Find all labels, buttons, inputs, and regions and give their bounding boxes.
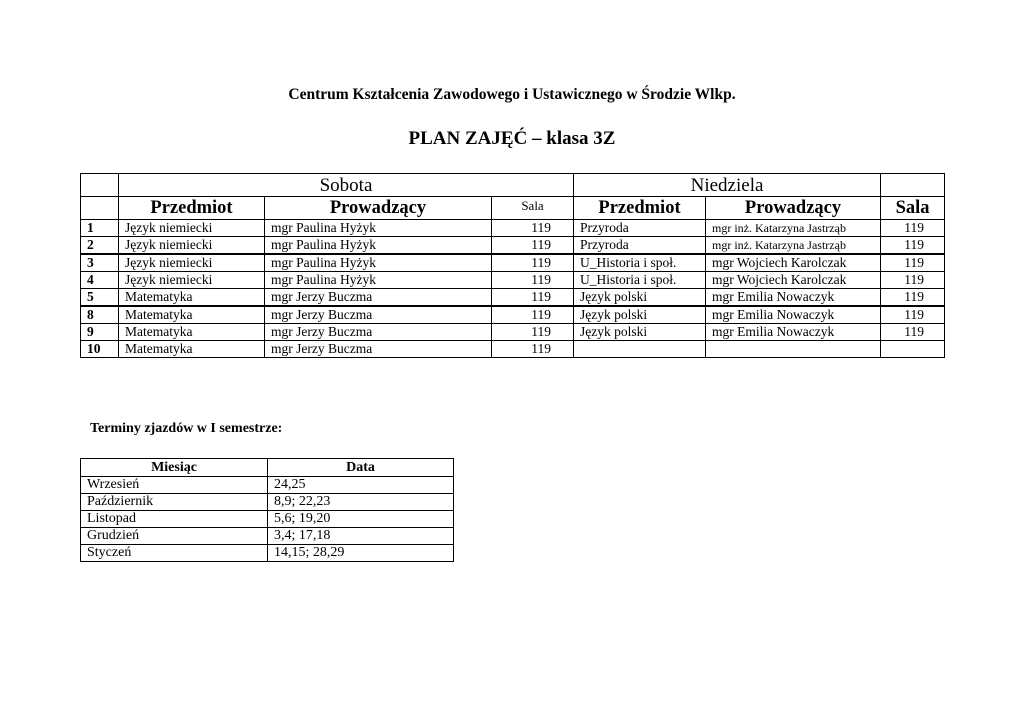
sat-room-header: Sala <box>492 197 574 220</box>
schedule-row <box>81 254 945 272</box>
sat-teacher-header: Prowadzący <box>265 197 492 220</box>
num-cell: 8 <box>81 306 119 324</box>
num-header <box>81 197 119 220</box>
terms-header-row <box>81 459 454 477</box>
sat-room-cell: 119 <box>492 272 574 289</box>
schedule-body <box>81 220 945 358</box>
num-cell: 5 <box>81 289 119 307</box>
num-cell: 2 <box>81 237 119 255</box>
terms-row <box>81 494 454 511</box>
sat-room-cell: 119 <box>492 237 574 255</box>
sat-teacher-cell: mgr Jerzy Buczma <box>265 324 492 341</box>
sat-teacher-cell: mgr Jerzy Buczma <box>265 306 492 324</box>
sat-teacher-cell: mgr Paulina Hyżyk <box>265 272 492 289</box>
sun-subject-cell: Język polski <box>574 289 706 307</box>
day-header-row <box>81 174 945 197</box>
schedule-table <box>80 173 945 358</box>
date-header: Data <box>268 459 454 477</box>
sun-subject-header: Przedmiot <box>574 197 706 220</box>
terms-table <box>80 458 454 562</box>
sun-room-cell: 119 <box>881 306 945 324</box>
sun-subject-cell: U_Historia i społ. <box>574 254 706 272</box>
schedule-row <box>81 324 945 341</box>
sun-teacher-cell: mgr Wojciech Karolczak <box>706 254 881 272</box>
sat-subject-header: Przedmiot <box>119 197 265 220</box>
month-cell: Październik <box>81 494 268 511</box>
sun-room-cell: 119 <box>881 254 945 272</box>
schedule-row <box>81 237 945 255</box>
sat-room-cell: 119 <box>492 324 574 341</box>
saturday-label: Sobota <box>119 174 574 197</box>
sun-subject-cell: Przyroda <box>574 237 706 255</box>
date-cell: 8,9; 22,23 <box>268 494 454 511</box>
sun-subject-cell <box>574 341 706 358</box>
sat-subject-cell: Matematyka <box>119 289 265 307</box>
sun-teacher-cell <box>706 341 881 358</box>
sun-subject-cell: Język polski <box>574 324 706 341</box>
sun-teacher-cell: mgr Wojciech Karolczak <box>706 272 881 289</box>
num-cell: 10 <box>81 341 119 358</box>
sun-teacher-cell: mgr Emilia Nowaczyk <box>706 324 881 341</box>
sun-teacher-cell: mgr Emilia Nowaczyk <box>706 306 881 324</box>
sun-teacher-cell: mgr inż. Katarzyna Jastrząb <box>706 237 881 255</box>
column-header-row <box>81 197 945 220</box>
schedule-row <box>81 306 945 324</box>
sun-subject-cell: U_Historia i społ. <box>574 272 706 289</box>
date-cell: 14,15; 28,29 <box>268 545 454 562</box>
sat-room-cell: 119 <box>492 254 574 272</box>
plan-title: PLAN ZAJĘĆ – klasa 3Z <box>408 128 616 149</box>
terms-row <box>81 511 454 528</box>
schedule-row <box>81 272 945 289</box>
schedule-row <box>81 289 945 307</box>
institution-name: Centrum Kształcenia Zawodowego i Ustawicznego w Środzie Wlkp. <box>288 86 736 103</box>
terms-row <box>81 477 454 494</box>
terms-row <box>81 528 454 545</box>
sat-subject-cell: Matematyka <box>119 324 265 341</box>
sat-subject-cell: Matematyka <box>119 306 265 324</box>
sun-room-cell: 119 <box>881 289 945 307</box>
num-cell: 1 <box>81 220 119 237</box>
sun-teacher-cell: mgr Emilia Nowaczyk <box>706 289 881 307</box>
corner-cell <box>81 174 119 197</box>
schedule-row <box>81 220 945 237</box>
sun-subject-cell: Język polski <box>574 306 706 324</box>
num-cell: 4 <box>81 272 119 289</box>
sun-room-cell: 119 <box>881 272 945 289</box>
num-cell: 9 <box>81 324 119 341</box>
sat-subject-cell: Matematyka <box>119 341 265 358</box>
sun-room-cell: 119 <box>881 220 945 237</box>
month-header: Miesiąc <box>81 459 268 477</box>
sunday-label: Niedziela <box>574 174 881 197</box>
num-cell: 3 <box>81 254 119 272</box>
sun-room-cell: 119 <box>881 324 945 341</box>
month-cell: Grudzień <box>81 528 268 545</box>
sat-subject-cell: Język niemiecki <box>119 220 265 237</box>
sat-room-cell: 119 <box>492 341 574 358</box>
terms-title: Terminy zjazdów w I semestrze: <box>90 421 283 436</box>
date-cell: 3,4; 17,18 <box>268 528 454 545</box>
month-cell: Listopad <box>81 511 268 528</box>
sat-teacher-cell: mgr Jerzy Buczma <box>265 341 492 358</box>
date-cell: 24,25 <box>268 477 454 494</box>
sun-subject-cell: Przyroda <box>574 220 706 237</box>
sat-subject-cell: Język niemiecki <box>119 254 265 272</box>
sat-room-cell: 119 <box>492 220 574 237</box>
sat-subject-cell: Język niemiecki <box>119 272 265 289</box>
schedule-row <box>81 341 945 358</box>
sun-room-cell: 119 <box>881 237 945 255</box>
sat-subject-cell: Język niemiecki <box>119 237 265 255</box>
sat-room-cell: 119 <box>492 289 574 307</box>
month-cell: Styczeń <box>81 545 268 562</box>
terms-body <box>81 477 454 562</box>
month-cell: Wrzesień <box>81 477 268 494</box>
sun-room-header: Sala <box>881 197 945 220</box>
sat-teacher-cell: mgr Paulina Hyżyk <box>265 220 492 237</box>
terms-row <box>81 545 454 562</box>
sun-room-cell <box>881 341 945 358</box>
sun-teacher-cell: mgr inż. Katarzyna Jastrząb <box>706 220 881 237</box>
corner-cell-right <box>881 174 945 197</box>
sat-teacher-cell: mgr Jerzy Buczma <box>265 289 492 307</box>
sat-teacher-cell: mgr Paulina Hyżyk <box>265 254 492 272</box>
sat-teacher-cell: mgr Paulina Hyżyk <box>265 237 492 255</box>
sat-room-cell: 119 <box>492 306 574 324</box>
sun-teacher-header: Prowadzący <box>706 197 881 220</box>
date-cell: 5,6; 19,20 <box>268 511 454 528</box>
